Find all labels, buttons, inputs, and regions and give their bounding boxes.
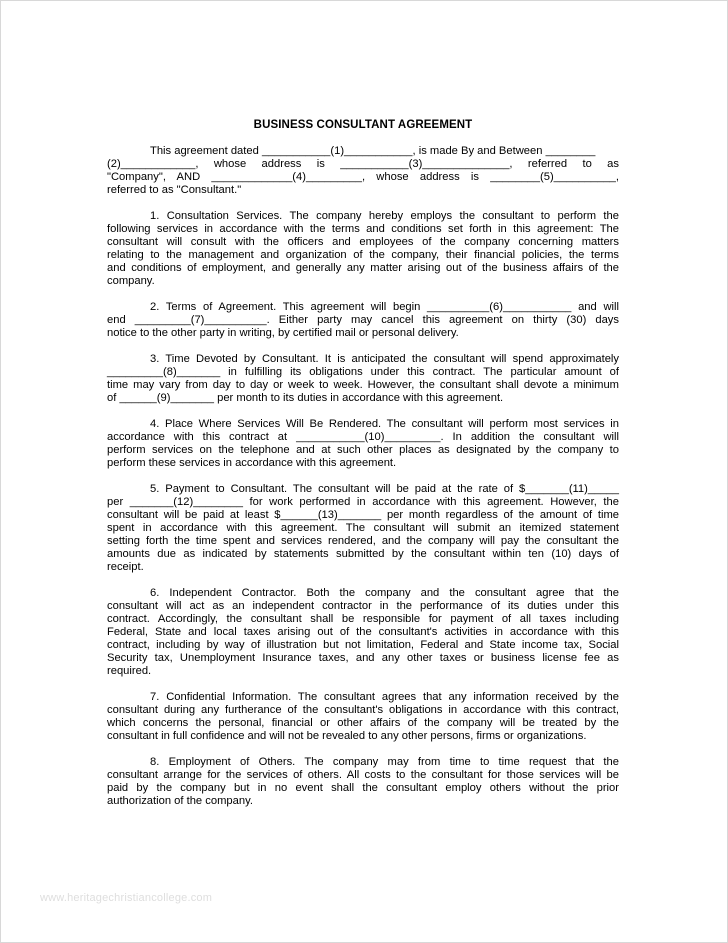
document-title: BUSINESS CONSULTANT AGREEMENT (253, 119, 473, 131)
text-line: perform services on the telephone and at such other places as designated by the company to (107, 444, 619, 456)
paragraph (107, 145, 619, 197)
paragraph (107, 353, 619, 405)
text-line: contract. Accordingly, the consultant shall be responsible for payment of all taxes including (107, 613, 619, 625)
text-line: 5. Payment to Consultant. The consultant will be paid at the rate of $_______(11)_____ (150, 483, 619, 495)
text-line: referred to as "Consultant." (107, 184, 242, 196)
paragraph (107, 691, 619, 743)
text-line: Federal, State and local taxes arising out of the consultant's activities in accordance with this (107, 626, 619, 638)
text-line: 3. Time Devoted by Consultant. It is anticipated the consultant will spend approximately (150, 353, 619, 365)
text-line: consultant will consult with the officers and employees of the company concerning matters (107, 236, 619, 248)
text-line: contract, including by way of illustration but not limitation, Federal and State income tax, Social (107, 639, 619, 651)
text-line: of ______(9)_______ per month to its duties in accordance with this agreement. (107, 392, 504, 404)
text-line: 4. Place Where Services Will Be Rendered. The consultant will perform most services in (150, 418, 619, 430)
text-line: "Company", AND _____________(4)_________, whose address is ________(5)__________, (107, 171, 619, 183)
paragraph (107, 756, 619, 808)
paragraph (107, 587, 619, 678)
watermark: www.heritagechristiancollege.com (40, 892, 213, 904)
text-line: 2. Terms of Agreement. This agreement will begin __________(6)___________ and will (150, 301, 619, 313)
text-line: relating to the management and organization of the company, their financial policies, the terms (107, 249, 619, 261)
text-line: setting forth the time spent and services rendered, and the company will pay the consultant the (107, 535, 619, 547)
text-line: 6. Independent Contractor. Both the company and the consultant agree that the (150, 587, 619, 599)
text-line: 8. Employment of Others. The company may from time to time request that the (150, 756, 619, 768)
text-line: company. (107, 275, 155, 287)
text-line: authorization of the company. (107, 795, 253, 807)
text-line: and conditions of employment, and generally any matter arising out of the business affairs of the (107, 262, 619, 274)
paragraph (107, 301, 619, 340)
text-line: 1. Consultation Services. The company hereby employs the consultant to perform the (150, 210, 619, 222)
text-line: consultant will act as an independent contractor in the performance of its duties under this (107, 600, 619, 612)
document-body (107, 145, 619, 808)
text-line: This agreement dated ___________(1)___________, is made By and Between ________ (150, 145, 596, 157)
text-line: paid by the company but in no event shall the consultant employ others without the prior (107, 782, 619, 794)
paragraph (107, 418, 619, 470)
text-line: consultant in full confidence and will not be revealed to any other persons, firms or organizations. (107, 730, 587, 742)
document-page (107, 119, 619, 821)
text-line: _________(8)_______ in fulfilling its obligations under this contract. The particular amount of (107, 366, 619, 378)
text-line: (2)____________, whose address is ___________(3)______________, referred to as (107, 158, 619, 170)
text-line: time may vary from day to day or week to week. However, the consultant shall devote a minimum (107, 379, 619, 391)
text-line: notice to the other party in writing, by certified mail or personal delivery. (107, 327, 459, 339)
text-line: consultant during any furtherance of the consultant's obligations in accordance with this contract, (107, 704, 619, 716)
text-line: Security tax, Unemployment Insurance taxes, and any other taxes or business license fee as (107, 652, 619, 664)
text-line: following services in accordance with the terms and conditions set forth in this agreement: The (107, 223, 619, 235)
text-line: which concerns the personal, financial or other affairs of the company will be treated by the (107, 717, 619, 729)
paragraph (107, 210, 619, 288)
text-line: perform these services in accordance with this agreement. (107, 457, 397, 469)
text-line: 7. Confidential Information. The consultant agrees that any information received by the (150, 691, 619, 703)
text-line: consultant will be paid at least $______(13)_______ per month regardless of the amount of time (107, 509, 619, 521)
text-line: spent in accordance with this agreement. The consultant will submit an itemized statement (107, 522, 619, 534)
paragraph (107, 483, 619, 574)
text-line: accordance with this contract at ___________(10)_________. In addition the consultant will (107, 431, 619, 443)
text-line: consultant arrange for the services of others. All costs to the consultant for those services will be (107, 769, 619, 781)
text-line: amounts due as indicated by statements submitted by the consultant within ten (10) days of (107, 548, 619, 560)
text-line: receipt. (107, 561, 144, 573)
text-line: end _________(7)__________. Either party may cancel this agreement on thirty (30) days (107, 314, 619, 326)
text-line: per _______(12)________ for work performed in accordance with this agreement. However, the (107, 496, 619, 508)
text-line: required. (107, 665, 152, 677)
